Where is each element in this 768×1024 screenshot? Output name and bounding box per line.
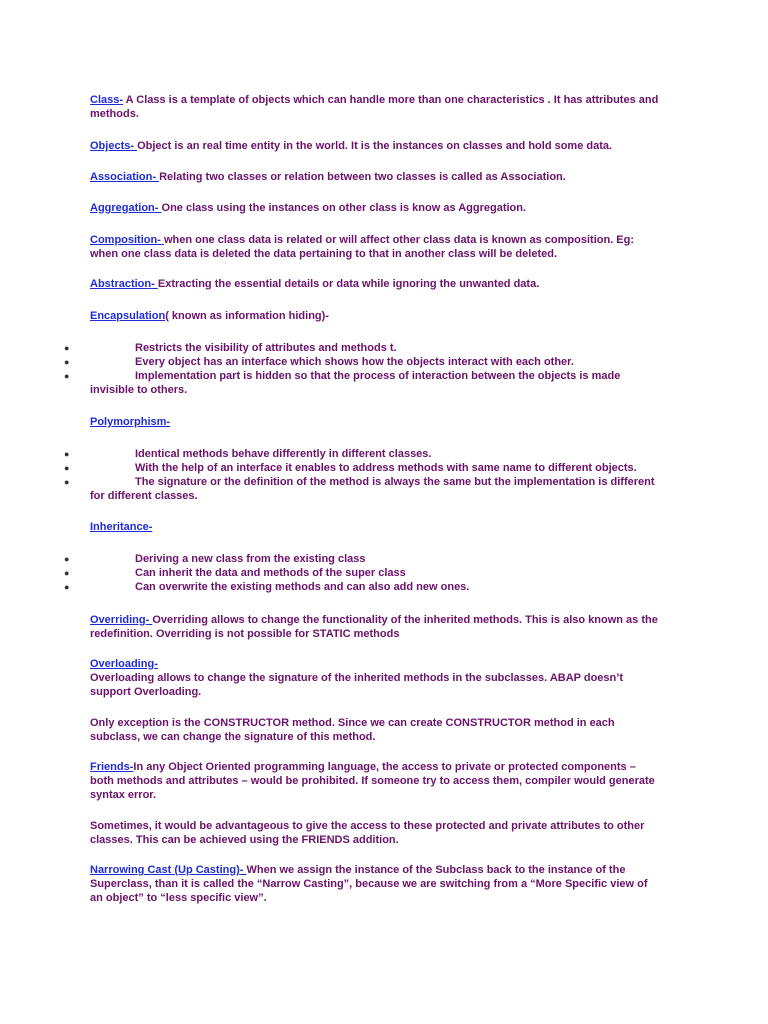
composition-term-separator: - (157, 234, 164, 246)
inheritance-heading (90, 520, 690, 534)
objects-definition: Object is an real time entity in the world. It is the instances on classes and hold some data. (137, 140, 613, 152)
friends-term[interactable]: Friends (90, 761, 130, 773)
bullet-icon: ● (64, 371, 70, 381)
narrowing-cast-paragraph (90, 863, 690, 906)
overloading-exception-line2: subclass, we can change the signature of this method. (90, 731, 376, 744)
class-definition-line1: A Class is a template of objects which can handle more than one characteristics . It has attributes and (123, 94, 659, 106)
class-paragraph (90, 93, 690, 121)
friends-extra-line1: Sometimes, it would be advantageous to give the access to these protected and private attributes to other (90, 820, 645, 832)
objects-paragraph (90, 139, 690, 153)
overloading-exception-line1: Only exception is the CONSTRUCTOR method. Since we can create CONSTRUCTOR method in each (90, 717, 615, 729)
aggregation-term[interactable]: Aggregation (90, 202, 155, 214)
bullet-icon: ● (64, 343, 70, 353)
bullet-icon: ● (64, 568, 70, 578)
bullet-icon: ● (64, 477, 70, 487)
bullet-continuation: invisible to others. (90, 384, 188, 397)
polymorphism-term[interactable]: Polymorphism (90, 416, 167, 428)
narrowing-cast-term[interactable]: Narrowing Cast (Up Casting) (90, 864, 240, 876)
overloading-exception-paragraph (90, 716, 690, 744)
bullet-icon: ● (64, 357, 70, 367)
overloading-term-separator: - (154, 658, 158, 670)
abstraction-term-separator: - (151, 278, 158, 290)
bullet-text: Every object has an interface which shows how the objects interact with each other. (135, 356, 574, 368)
overloading-paragraph (90, 657, 690, 700)
polymorphism-heading (90, 415, 690, 429)
bullet-icon: ● (64, 449, 70, 459)
friends-extra-paragraph (90, 819, 690, 847)
composition-definition-line1: when one class data is related or will affect other class data is known as composition. Eg: (163, 234, 635, 246)
class-term[interactable]: Class- (90, 94, 124, 106)
aggregation-paragraph (90, 201, 690, 215)
friends-definition-line3: syntax error. (90, 789, 157, 802)
bullet-text: Can inherit the data and methods of the super class (135, 567, 406, 579)
friends-extra-line2: classes. This can be achieved using the FRIENDS addition. (90, 834, 399, 847)
bullet-icon: ● (64, 554, 70, 564)
overriding-term[interactable]: Overriding (90, 614, 146, 626)
association-definition: Relating two classes or relation between two classes is called as Association. (159, 171, 566, 183)
abstraction-paragraph (90, 277, 690, 291)
friends-paragraph (90, 760, 690, 803)
abstraction-definition: Extracting the essential details or data while ignoring the unwanted data. (157, 278, 540, 290)
aggregation-term-separator: - (154, 202, 162, 214)
friends-definition-line2: both methods and attributes – would be prohibited. If someone try to access them, compiler would generate (90, 775, 655, 788)
aggregation-definition: One class using the instances on other class is know as Aggregation. (161, 202, 527, 214)
bullet-text: The signature or the definition of the method is always the same but the implementation is different (135, 476, 655, 488)
narrowing-cast-term-separator: - (239, 864, 247, 876)
bullet-text: Can overwrite the existing methods and can also add new ones. (135, 581, 470, 593)
composition-paragraph (90, 233, 690, 261)
overriding-term-separator: - (145, 614, 153, 626)
association-term[interactable]: Association- (90, 171, 160, 183)
inheritance-term[interactable]: Inheritance (90, 521, 149, 533)
abstraction-term[interactable]: Abstraction (90, 278, 152, 290)
bullet-text: Restricts the visibility of attributes and methods t. (135, 342, 397, 354)
overriding-paragraph (90, 613, 690, 641)
bullet-text: With the help of an interface it enables to address methods with same name to different objects. (135, 462, 637, 474)
bullet-continuation: for different classes. (90, 490, 198, 503)
association-paragraph (90, 170, 690, 184)
encapsulation-term[interactable]: Encapsulation (90, 310, 166, 322)
friends-term-separator: - (129, 761, 134, 773)
friends-definition-line1: In any Object Oriented programming language, the access to private or protected components – (133, 761, 636, 773)
narrowing-cast-definition-line1: When we assign the instance of the Subclass back to the instance of the (246, 864, 626, 876)
polymorphism-term-separator: - (166, 416, 171, 428)
encapsulation-heading (90, 309, 690, 323)
bullet-icon: ● (64, 463, 70, 473)
overriding-definition-line2: redefinition. Overriding is not possible for STATIC methods (90, 628, 400, 641)
overloading-term[interactable]: Overloading (90, 658, 155, 670)
encapsulation-subtitle: ( known as information hiding)- (165, 310, 329, 322)
class-definition-line2: methods. (90, 108, 139, 121)
bullet-text: Deriving a new class from the existing class (135, 553, 366, 565)
objects-term[interactable]: Objects (90, 140, 131, 152)
overloading-definition-line2: support Overloading. (90, 686, 202, 699)
narrowing-cast-definition-line3: an object” to “less specific view”. (90, 892, 267, 905)
bullet-icon: ● (64, 582, 70, 592)
composition-definition-line2: when one class data is deleted the data pertaining to that in another class will be deleted. (90, 248, 557, 261)
narrowing-cast-definition-line2: Superclass, than it is called the “Narrow Casting”, because we are switching from a “More Specific view of (90, 878, 648, 891)
overriding-definition-line1: Overriding allows to change the functionality of the inherited methods. This is also known as the (152, 614, 658, 626)
objects-term-separator: - (130, 140, 138, 152)
composition-term[interactable]: Composition (90, 234, 158, 246)
inheritance-term-separator: - (148, 521, 153, 533)
bullet-text: Implementation part is hidden so that the process of interaction between the objects is made (135, 370, 621, 382)
overloading-definition-line1: Overloading allows to change the signature of the inherited methods in the subclasses. ABAP doesn’t (90, 672, 623, 685)
bullet-text: Identical methods behave differently in different classes. (135, 448, 432, 460)
